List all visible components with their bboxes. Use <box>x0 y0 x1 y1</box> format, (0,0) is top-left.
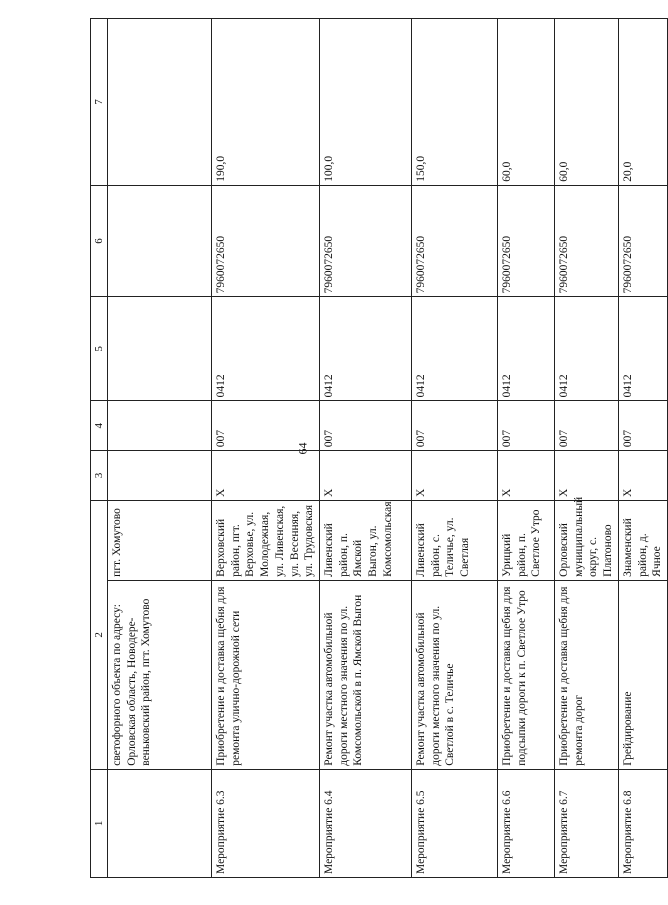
col3-cell: X <box>212 451 320 501</box>
page-number: 64 <box>295 442 310 455</box>
location-cell: Урицкий район, п. Светлое Утро <box>498 500 555 580</box>
col7-cell: 190,0 <box>212 19 320 186</box>
col5-cell: 0412 <box>555 297 619 401</box>
col5-cell: 0412 <box>412 297 498 401</box>
col6-cell: 7960072650 <box>555 185 619 297</box>
table-row <box>108 19 212 878</box>
location-cell: Знаменский район, д. Ячное <box>618 500 667 580</box>
col4-cell: 007 <box>498 401 555 451</box>
table-row <box>212 19 320 878</box>
col3-cell: X <box>555 451 619 501</box>
event-cell: Мероприятие 6.5 <box>412 769 498 877</box>
location-cell: Верховский район, пгт. Верховье, ул. Молодежная, ул. Ливенская, ул. Весенняя, ул. Трудовская <box>212 500 320 580</box>
event-cell: Мероприятие 6.6 <box>498 769 555 877</box>
location-cell: Ливенский район, с. Теличье, ул. Светлая <box>412 500 498 580</box>
col4-cell <box>108 401 212 451</box>
col6-cell: 7960072650 <box>618 185 667 297</box>
col3-cell: X <box>412 451 498 501</box>
header-col-5: 5 <box>91 297 108 401</box>
col5-cell: 0412 <box>320 297 412 401</box>
header-col-1: 1 <box>91 769 108 877</box>
col5-cell <box>108 297 212 401</box>
col4-cell: 007 <box>555 401 619 451</box>
col7-cell: 100,0 <box>320 19 412 186</box>
table-row <box>412 19 498 878</box>
col6-cell: 7960072650 <box>212 185 320 297</box>
description-cell: Ремонт участка автомобильной дороги местного значения по ул. Светлой в с. Теличье <box>412 580 498 769</box>
col7-cell: 150,0 <box>412 19 498 186</box>
event-cell: Мероприятие 6.8 <box>618 769 667 877</box>
description-cell: Приобретение и доставка щебня для ремонта дорог <box>555 580 619 769</box>
table-row <box>555 19 619 878</box>
event-cell: Мероприятие 6.7 <box>555 769 619 877</box>
col6-cell: 7960072650 <box>498 185 555 297</box>
col7-cell: 60,0 <box>555 19 619 186</box>
event-cell <box>108 769 212 877</box>
col6-cell: 7960072650 <box>320 185 412 297</box>
location-cell: Ливенский район, п. Ямской Выгон, ул. Комсомольская <box>320 500 412 580</box>
col3-cell: X <box>618 451 667 501</box>
description-cell: Приобретение и доставка щебня для подсыпки дороги к п. Светлое Утро <box>498 580 555 769</box>
header-col-7: 7 <box>91 19 108 186</box>
col6-cell: 7960072650 <box>412 185 498 297</box>
col4-cell: 007 <box>320 401 412 451</box>
col5-cell: 0412 <box>498 297 555 401</box>
col4-cell: 007 <box>212 401 320 451</box>
event-cell: Мероприятие 6.3 <box>212 769 320 877</box>
header-col-2: 2 <box>91 500 108 769</box>
description-cell: Ремонт участка автомобильной дороги местного значения по ул. Комсомольской в п. Ямской Выгон <box>320 580 412 769</box>
table-row <box>498 19 555 878</box>
location-cell: пгт. Хомутово <box>108 500 212 580</box>
table-row <box>320 19 412 878</box>
col7-cell: 60,0 <box>498 19 555 186</box>
description-cell: светофорного объекта по адресу: Орловская область, Новодере-веньковский район, пгт. Хомутово <box>108 580 212 769</box>
description-cell: Приобретение и доставка щебня для ремонта улично-дорожной сети <box>212 580 320 769</box>
col4-cell: 007 <box>618 401 667 451</box>
col4-cell: 007 <box>412 401 498 451</box>
rotated-table-container <box>90 18 664 878</box>
description-cell: Грейдирование <box>618 580 667 769</box>
col7-cell: 20,0 <box>618 19 667 186</box>
budget-table <box>90 18 668 878</box>
header-row <box>91 19 108 878</box>
col5-cell: 0412 <box>618 297 667 401</box>
header-col-3: 3 <box>91 451 108 501</box>
col3-cell: X <box>320 451 412 501</box>
table-row <box>618 19 667 878</box>
header-col-4: 4 <box>91 401 108 451</box>
header-col-6: 6 <box>91 185 108 297</box>
col6-cell <box>108 185 212 297</box>
col7-cell <box>108 19 212 186</box>
event-cell: Мероприятие 6.4 <box>320 769 412 877</box>
location-cell: Орловский муниципальный округ, с. Платоново <box>555 500 619 580</box>
col5-cell: 0412 <box>212 297 320 401</box>
col3-cell <box>108 451 212 501</box>
col3-cell: X <box>498 451 555 501</box>
